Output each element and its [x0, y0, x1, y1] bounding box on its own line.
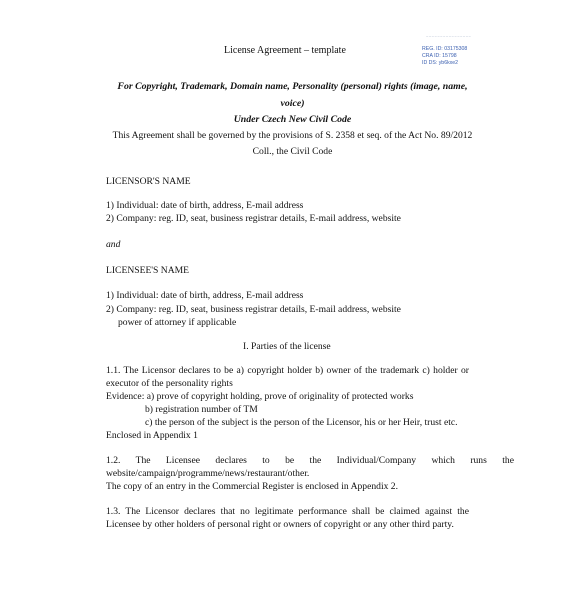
licensee-heading: LICENSEE'S NAME: [106, 265, 190, 276]
licensor-individual: 1) Individual: date of birth, address, E-mail address: [106, 200, 304, 211]
licensee-individual: 1) Individual: date of birth, address, E-mail address: [106, 290, 304, 301]
clause-1-1-evidence-c: c) the person of the subject is the person of the Licensor, his or her Heir, trust etc.: [145, 417, 458, 428]
licensor-heading: LICENSOR'S NAME: [106, 176, 191, 187]
document-title: License Agreement – template: [224, 45, 346, 56]
licensee-poa: power of attorney if applicable: [118, 317, 237, 328]
clause-1-3-line-2: Licensee by other holders of personal right or owners of copyright or any other third party.: [106, 519, 454, 530]
cra-id: CRA ID: 15798: [422, 52, 457, 59]
registration-block: [422, 46, 467, 66]
licensor-company: 2) Company: reg. ID, seat, business registrar details, E-mail address, website: [106, 213, 401, 224]
licensee-company: 2) Company: reg. ID, seat, business registrar details, E-mail address, website: [106, 304, 401, 315]
subtitle-line-1: For Copyright, Trademark, Domain name, Personality (personal) rights (image, name,: [117, 81, 468, 92]
registration-header-line: ~~~~~~~~~~~~~~~~: [426, 34, 472, 39]
clause-1-2-line-3: The copy of an entry in the Commercial Register is enclosed in Appendix 2.: [106, 481, 399, 492]
clause-1-1-evidence-a: Evidence: a) prove of copyright holding, prove of originality of protected works: [106, 391, 414, 402]
governing-line-2: Coll., the Civil Code: [252, 146, 333, 157]
clause-1-1-line-1: 1.1. The Licensor declares to be a) copyright holder b) owner of the trademark c) holder or: [106, 365, 469, 376]
id-ds: ID DS: yb6kxe2: [422, 59, 459, 66]
governing-line-1: This Agreement shall be governed by the provisions of S. 2358 et seq. of the Act No. 89/2012: [112, 130, 473, 141]
subtitle-line-2: voice): [280, 98, 305, 109]
clause-1-1-line-2: executor of the personality rights: [106, 378, 233, 389]
and-word: and: [106, 239, 121, 250]
clause-1-2-line-1: 1.2. The Licensee declares to be the Individual/Company which runs the: [106, 455, 514, 466]
section-title: I. Parties of the license: [243, 341, 331, 352]
reg-id: REG. ID: 03175308: [422, 46, 468, 52]
clause-1-3-line-1: 1.3. The Licensor declares that no legitimate performance shall be claimed against the: [106, 506, 469, 517]
clause-1-2-line-2: website/campaign/programme/news/restaurant/other.: [106, 468, 310, 479]
clause-1-1-enclosed: Enclosed in Appendix 1: [106, 430, 198, 441]
under-law-heading: Under Czech New Civil Code: [233, 114, 352, 125]
clause-1-1-evidence-b: b) registration number of TM: [145, 404, 258, 415]
